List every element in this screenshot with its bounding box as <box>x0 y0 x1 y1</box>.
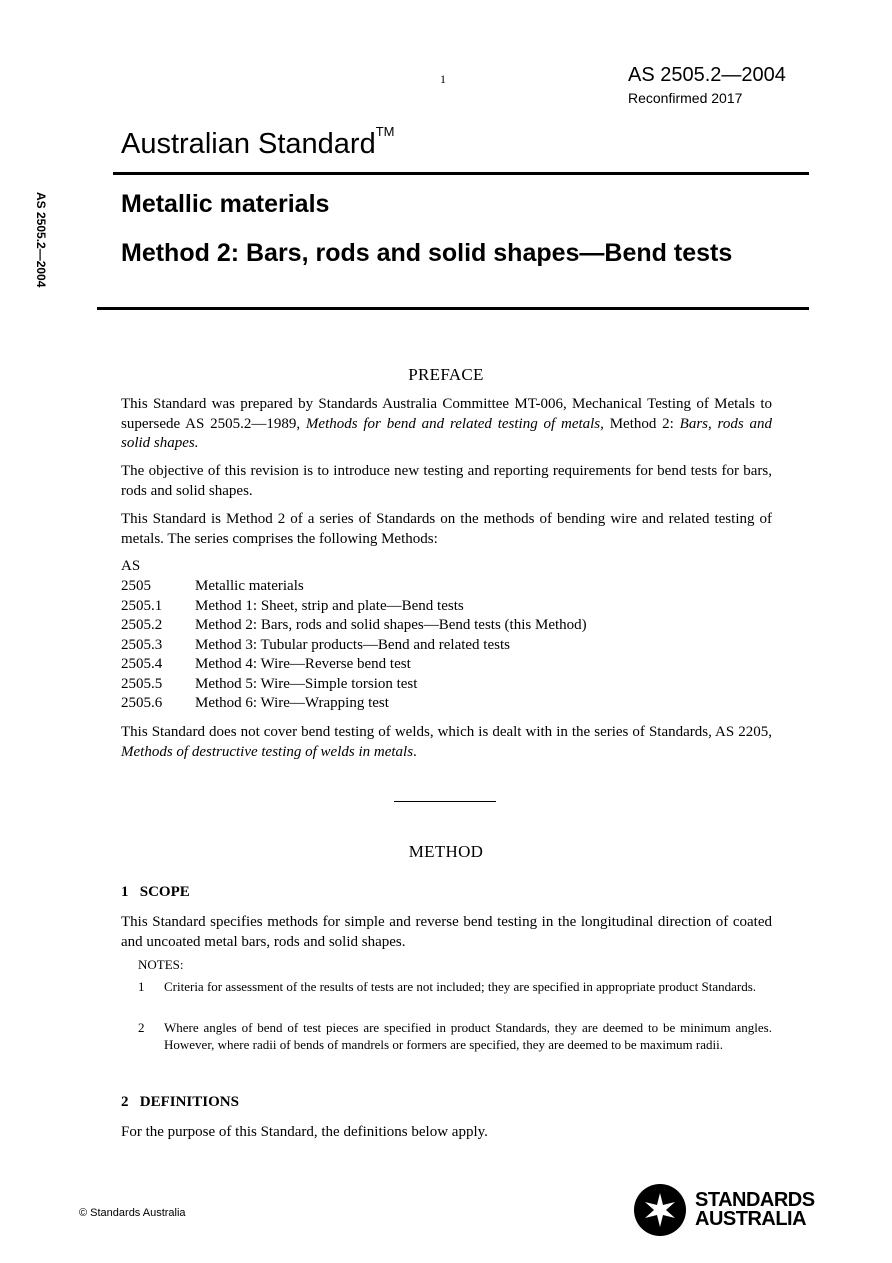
note-number: 2 <box>138 1020 145 1035</box>
series-number: 2505.4 <box>121 656 163 672</box>
notes-label: NOTES: <box>138 957 184 972</box>
p1-italic-subtitle: Bars, rods and solid shapes. <box>121 415 772 451</box>
series-title: Method 5: Wire—Simple torsion test <box>195 675 418 692</box>
standard-title <box>121 124 395 161</box>
series-item <box>121 636 772 656</box>
series-item <box>121 655 772 675</box>
note-text: Criteria for assessment of the results of tests are not included; they are specified in appropriate product Standards. <box>164 979 757 994</box>
series-title: Method 1: Sheet, strip and plate—Bend tests <box>195 597 464 614</box>
reconfirmed-label: Reconfirmed 2017 <box>628 90 743 106</box>
note-item <box>138 978 772 995</box>
series-item <box>121 577 772 597</box>
series-title: Method 2: Bars, rods and solid shapes—Bend tests (this Method) <box>195 617 587 633</box>
definitions-heading: 2 DEFINITIONS <box>121 1094 239 1110</box>
series-item <box>121 597 772 617</box>
trademark-mark: TM <box>375 124 395 140</box>
series-title: Metallic materials <box>195 578 304 594</box>
section-separator <box>394 801 496 802</box>
p1-text-b: Method 2: <box>603 415 680 432</box>
p4-text-b: . <box>413 743 417 760</box>
logo-wordmark <box>695 1191 815 1229</box>
series-item <box>121 616 772 636</box>
series-number: 2505.5 <box>121 675 163 692</box>
series-number: 2505.2 <box>121 617 163 633</box>
preface-heading: PREFACE <box>408 365 484 384</box>
preface-paragraph-1 <box>121 395 772 454</box>
series-prefix: AS <box>121 558 141 574</box>
note-number: 1 <box>138 979 145 994</box>
logo-line-1: STANDARDS <box>695 1189 815 1211</box>
top-rule <box>113 172 809 175</box>
preface-paragraph-3: This Standard is Method 2 of a series of Standards on the methods of bending wire and related testing of metals. The series comprises the following Methods: <box>121 511 772 547</box>
method-title: Method 2: Bars, rods and solid shapes—Bend tests <box>121 239 733 267</box>
series-number: 2505.1 <box>121 597 163 614</box>
series-title: Method 3: Tubular products—Bend and related tests <box>195 636 510 653</box>
p1-text-a: This Standard was prepared by Standards Australia Committee MT-006, Mechanical Testing of Metals to supersede AS 2505.2—1989, <box>121 396 772 432</box>
series-title: Method 6: Wire—Wrapping test <box>195 695 389 711</box>
copyright-notice: © Standards Australia <box>79 1207 186 1219</box>
method-heading: METHOD <box>408 842 484 861</box>
series-title: Method 4: Wire—Reverse bend test <box>195 656 411 672</box>
series-item <box>121 694 772 714</box>
definitions-paragraph: For the purpose of this Standard, the definitions below apply. <box>121 1124 488 1140</box>
page-number: 1 <box>440 72 446 86</box>
note-item <box>138 1019 772 1053</box>
series-item <box>121 675 772 695</box>
series-number: 2505.3 <box>121 636 163 653</box>
series-list <box>121 577 772 714</box>
standard-title-text: Australian Standard <box>121 128 376 160</box>
series-number: 2505 <box>121 578 151 594</box>
star-logo-icon <box>633 1183 687 1237</box>
scope-heading: 1 SCOPE <box>121 884 190 900</box>
p1-italic-title: Methods for bend and related testing of metals, <box>305 415 604 432</box>
p4-italic-title: Methods of destructive testing of welds in metals <box>121 743 414 760</box>
document-id: AS 2505.2—2004 <box>628 64 786 86</box>
side-document-id: AS 2505.2—2004 <box>34 192 48 288</box>
scope-paragraph: This Standard specifies methods for simple and reverse bend testing in the longitudinal direction of coated and uncoated metal bars, rods and solid shapes. <box>121 914 772 950</box>
bottom-rule <box>97 307 809 310</box>
preface-paragraph-2: The objective of this revision is to introduce new testing and reporting requirements for bend tests for bars, rods and solid shapes. <box>121 463 772 499</box>
note-text: Where angles of bend of test pieces are specified in product Standards, they are deemed to be minimum angles. However, where radii of bends of mandrels or formers are specified, they are deemed to be maximum radii. <box>164 1020 772 1052</box>
p4-text-a: This Standard does not cover bend testing of welds, which is dealt with in the series of Standards, AS 2205, <box>121 724 772 740</box>
main-title: Metallic materials <box>121 190 330 218</box>
logo-line-2: AUSTRALIA <box>695 1208 807 1230</box>
preface-paragraph-4 <box>121 723 772 762</box>
series-number: 2505.6 <box>121 695 163 711</box>
standards-australia-logo <box>633 1183 815 1237</box>
